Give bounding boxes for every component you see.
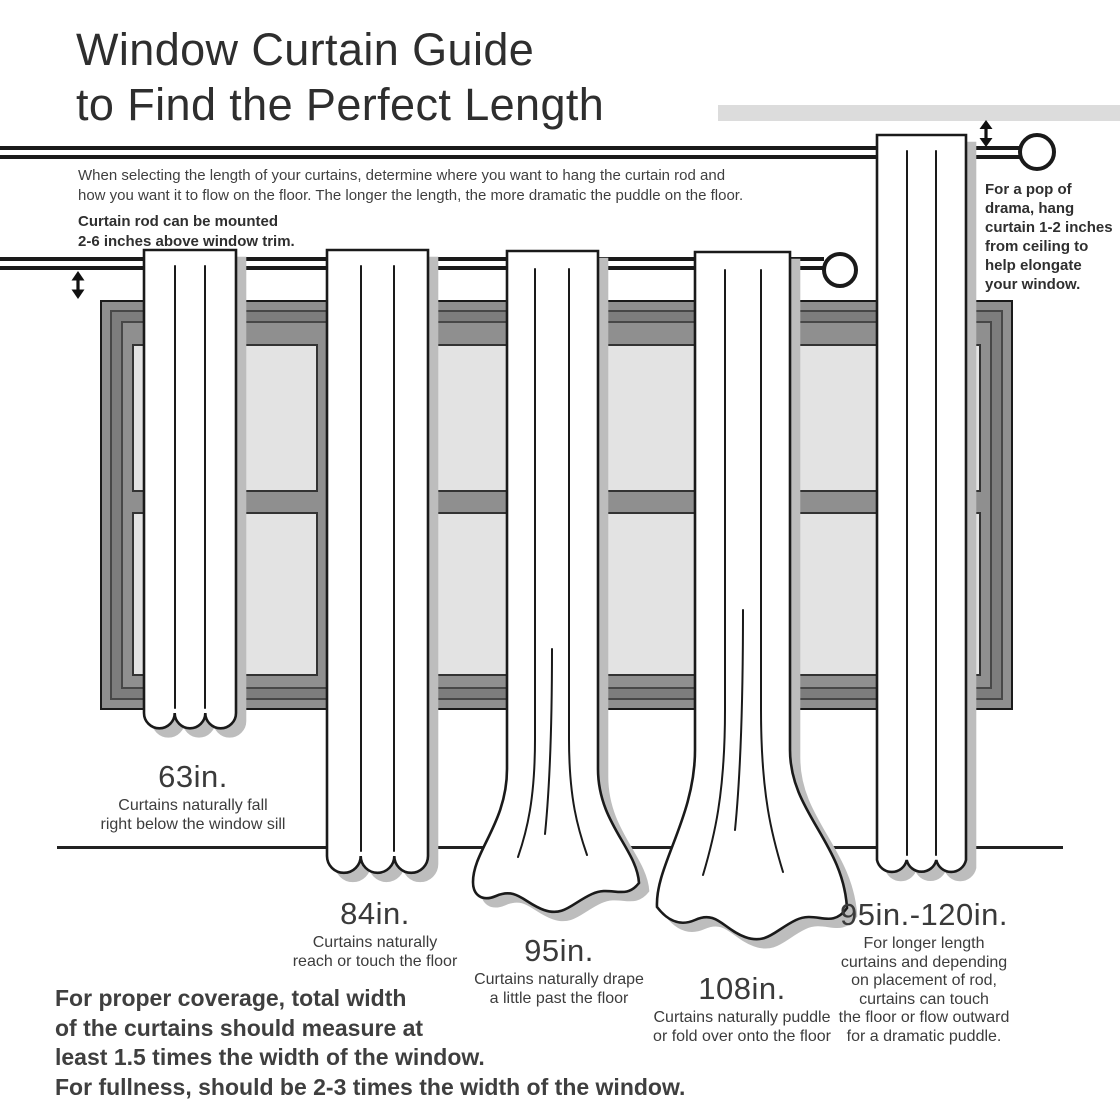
intro-line: how you want it to flow on the floor. The longer the length, the more dramatic the puddle on the floor. [78,187,744,204]
label-84in [293,897,458,971]
curtain-95in-shape [465,249,645,931]
curtain-63in-shape [142,248,238,733]
length-value: 108in. [698,971,786,1006]
length-value: 63in. [158,759,228,794]
arrow-up-down-icon [976,120,996,147]
length-description: Curtains naturally fall right below the window sill [100,797,286,833]
label-95-120in [839,898,1010,1046]
tip-line: curtain 1-2 inches [985,219,1113,236]
intro-text [78,166,743,206]
intro-line: When selecting the length of your curtains, determine where you want to hang the curtain rod and [78,167,726,184]
title-line: to Find the Perfect Length [76,79,605,130]
length-value: 95in.-120in. [839,897,1008,932]
curtain-84in-shape [325,248,430,876]
length-value: 95in. [524,933,594,968]
title-line: Window Curtain Guide [76,24,535,75]
tip-line: from ceiling to [985,238,1089,255]
rod-finial-icon [1018,133,1056,171]
length-value: 84in. [340,896,410,931]
ceiling-bar [718,105,1120,121]
label-63in [101,760,286,834]
length-description: Curtains naturally puddle or fold over onto the floor [653,1009,831,1045]
length-description: Curtains naturally reach or touch the floor [292,934,458,970]
ceiling-curtain-rod [0,146,1022,159]
page-title [76,22,604,132]
coverage-line: least 1.5 times the width of the window. [55,1044,485,1070]
ceiling-tip-text [985,180,1113,294]
tip-line: drama, hang [985,200,1075,217]
coverage-note [55,984,685,1102]
tip-line: your window. [985,276,1081,293]
rod-note-line: 2-6 inches above window trim. [78,233,295,250]
rod-note-line: Curtain rod can be mounted [78,213,279,230]
curtain-108in-shape [645,250,860,965]
rod-mounting-note [78,212,295,252]
coverage-line: For proper coverage, total width [55,985,407,1011]
coverage-line: For fullness, should be 2-3 times the width of the window. [55,1073,686,1100]
length-description: Curtains naturally drape a little past the floor [474,971,644,1007]
curtain-95-120in-shape [875,133,968,880]
coverage-line: of the curtains should measure at [55,1014,424,1041]
tip-line: help elongate [985,257,1082,274]
tip-line: For a pop of [985,181,1072,198]
arrow-up-down-icon [68,271,88,299]
length-description: For longer length curtains and depending on placement of rod, curtains can touch the floor or flow outward for a dramatic puddle. [838,935,1010,1045]
